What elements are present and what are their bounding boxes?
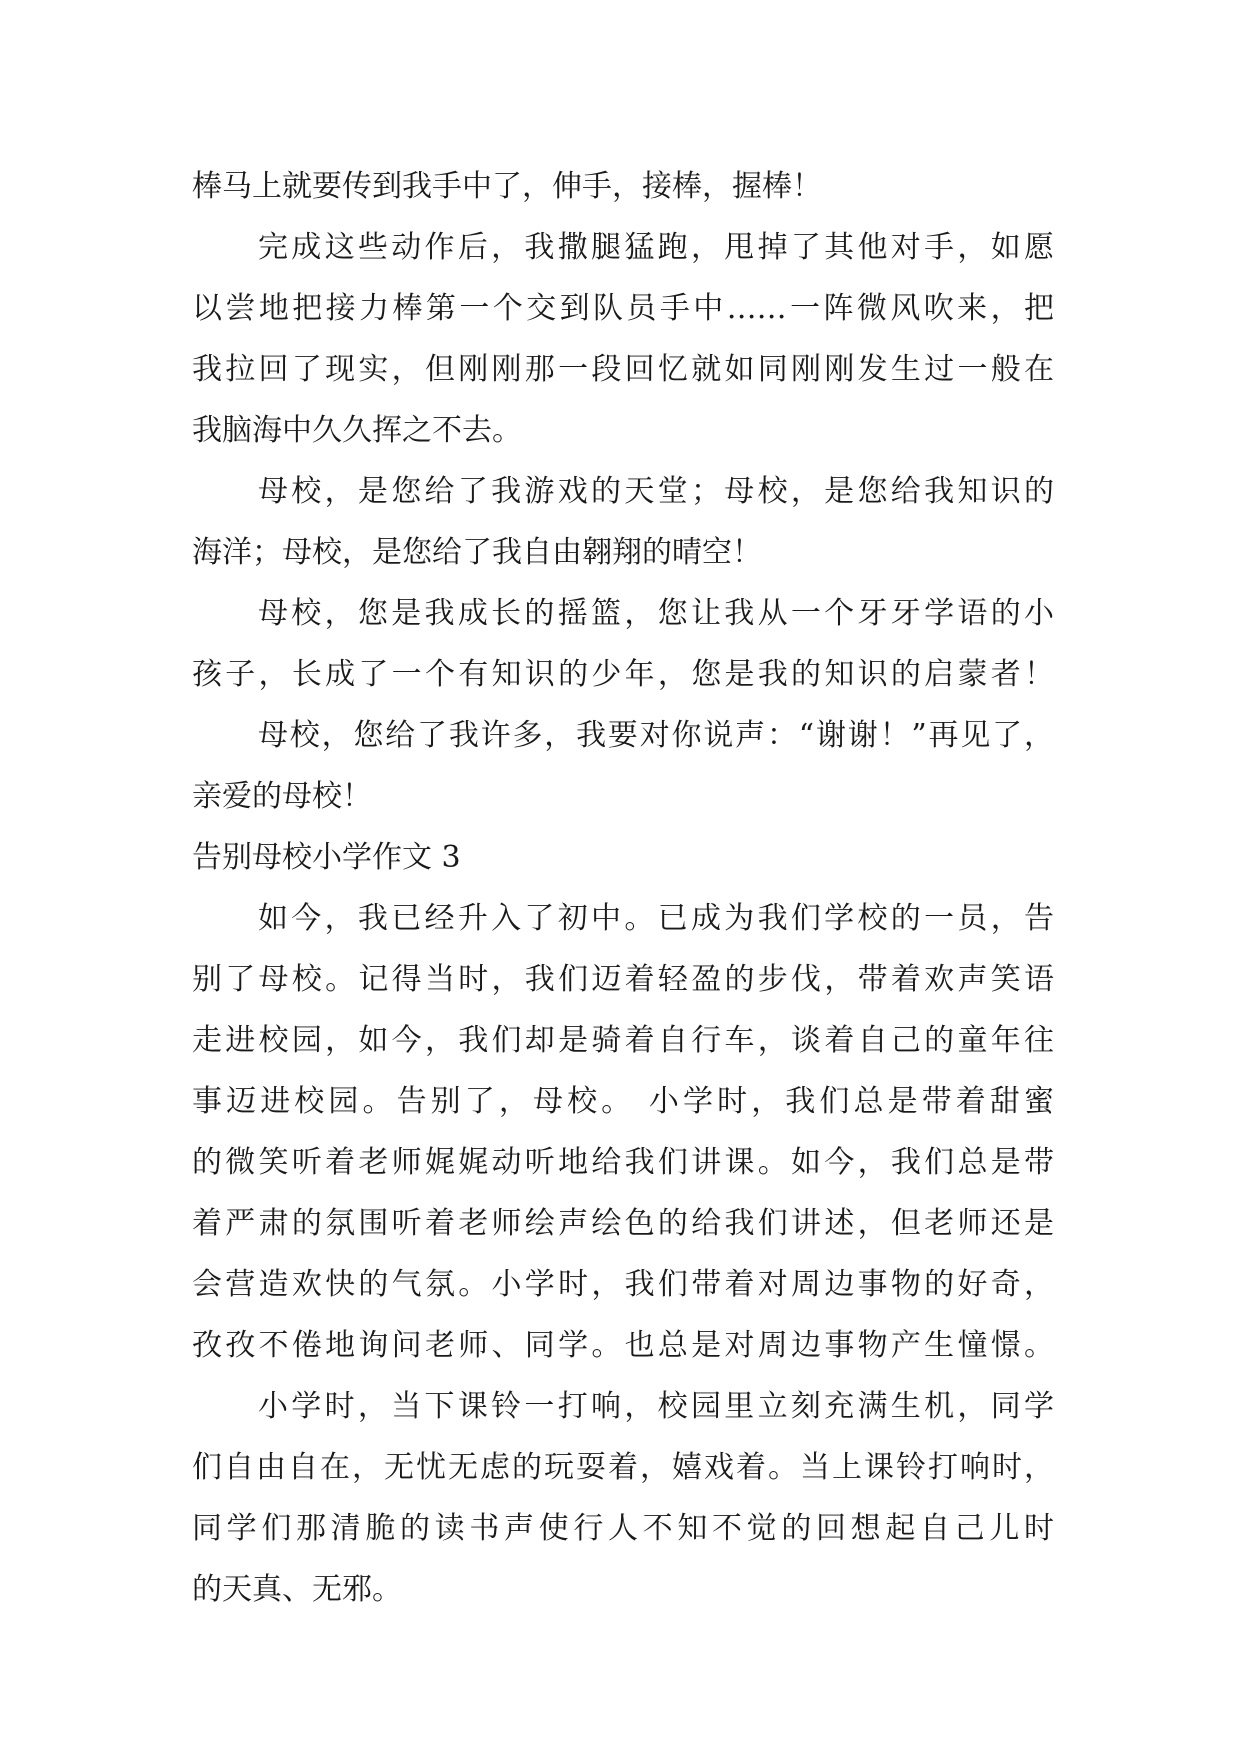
paragraph-first-line: 母校，您是我成长的摇篮，您让我从一个牙牙学语的小 xyxy=(258,596,1054,631)
document-body xyxy=(192,156,1054,1620)
text-line: 们自由自在，无忧无虑的玩耍着，嬉戏着。当上课铃打响时， xyxy=(192,1450,1054,1485)
text-line: 会营造欢快的气氛。小学时，我们带着对周边事物的好奇， xyxy=(192,1267,1054,1302)
text-line: 别了母校。记得当时，我们迈着轻盈的步伐，带着欢声笑语 xyxy=(192,962,1054,997)
paragraph-first-line: 完成这些动作后，我撒腿猛跑，甩掉了其他对手，如愿 xyxy=(258,230,1054,265)
text-line: 我脑海中久久挥之不去。 xyxy=(192,413,522,448)
paragraph-first-line: 母校，是您给了我游戏的天堂；母校，是您给我知识的 xyxy=(258,474,1054,509)
text-line: 海洋；母校，是您给了我自由翱翔的晴空！ xyxy=(192,535,762,570)
text-line: 着严肃的氛围听着老师绘声绘色的给我们讲述，但老师还是 xyxy=(192,1206,1054,1241)
section-heading: 告别母校小学作文 3 xyxy=(192,840,461,875)
text-line: 孩子，长成了一个有知识的少年，您是我的知识的启蒙者！ xyxy=(192,657,1054,692)
text-line: 事迈进校园。告别了，母校。 小学时，我们总是带着甜蜜 xyxy=(192,1084,1054,1119)
text-line: 亲爱的母校！ xyxy=(192,779,372,814)
text-line: 以尝地把接力棒第一个交到队员手中……一阵微风吹来，把 xyxy=(192,291,1054,326)
text-line: 同学们那清脆的读书声使行人不知不觉的回想起自己儿时 xyxy=(192,1511,1054,1546)
text-line: 棒马上就要传到我手中了，伸手，接棒，握棒！ xyxy=(192,169,822,204)
text-line: 走进校园，如今，我们却是骑着自行车，谈着自己的童年往 xyxy=(192,1023,1054,1058)
paragraph-first-line: 母校，您给了我许多，我要对你说声：“谢谢！”再见了， xyxy=(258,718,1054,753)
text-line: 的天真、无邪。 xyxy=(192,1572,402,1607)
text-line: 我拉回了现实，但刚刚那一段回忆就如同刚刚发生过一般在 xyxy=(192,352,1054,387)
paragraph-first-line: 小学时，当下课铃一打响，校园里立刻充满生机，同学 xyxy=(258,1389,1054,1424)
text-line: 的微笑听着老师娓娓动听地给我们讲课。如今，我们总是带 xyxy=(192,1145,1054,1180)
paragraph-first-line: 如今，我已经升入了初中。已成为我们学校的一员，告 xyxy=(258,901,1054,936)
text-line: 孜孜不倦地询问老师、同学。也总是对周边事物产生憧憬。 xyxy=(192,1328,1054,1363)
